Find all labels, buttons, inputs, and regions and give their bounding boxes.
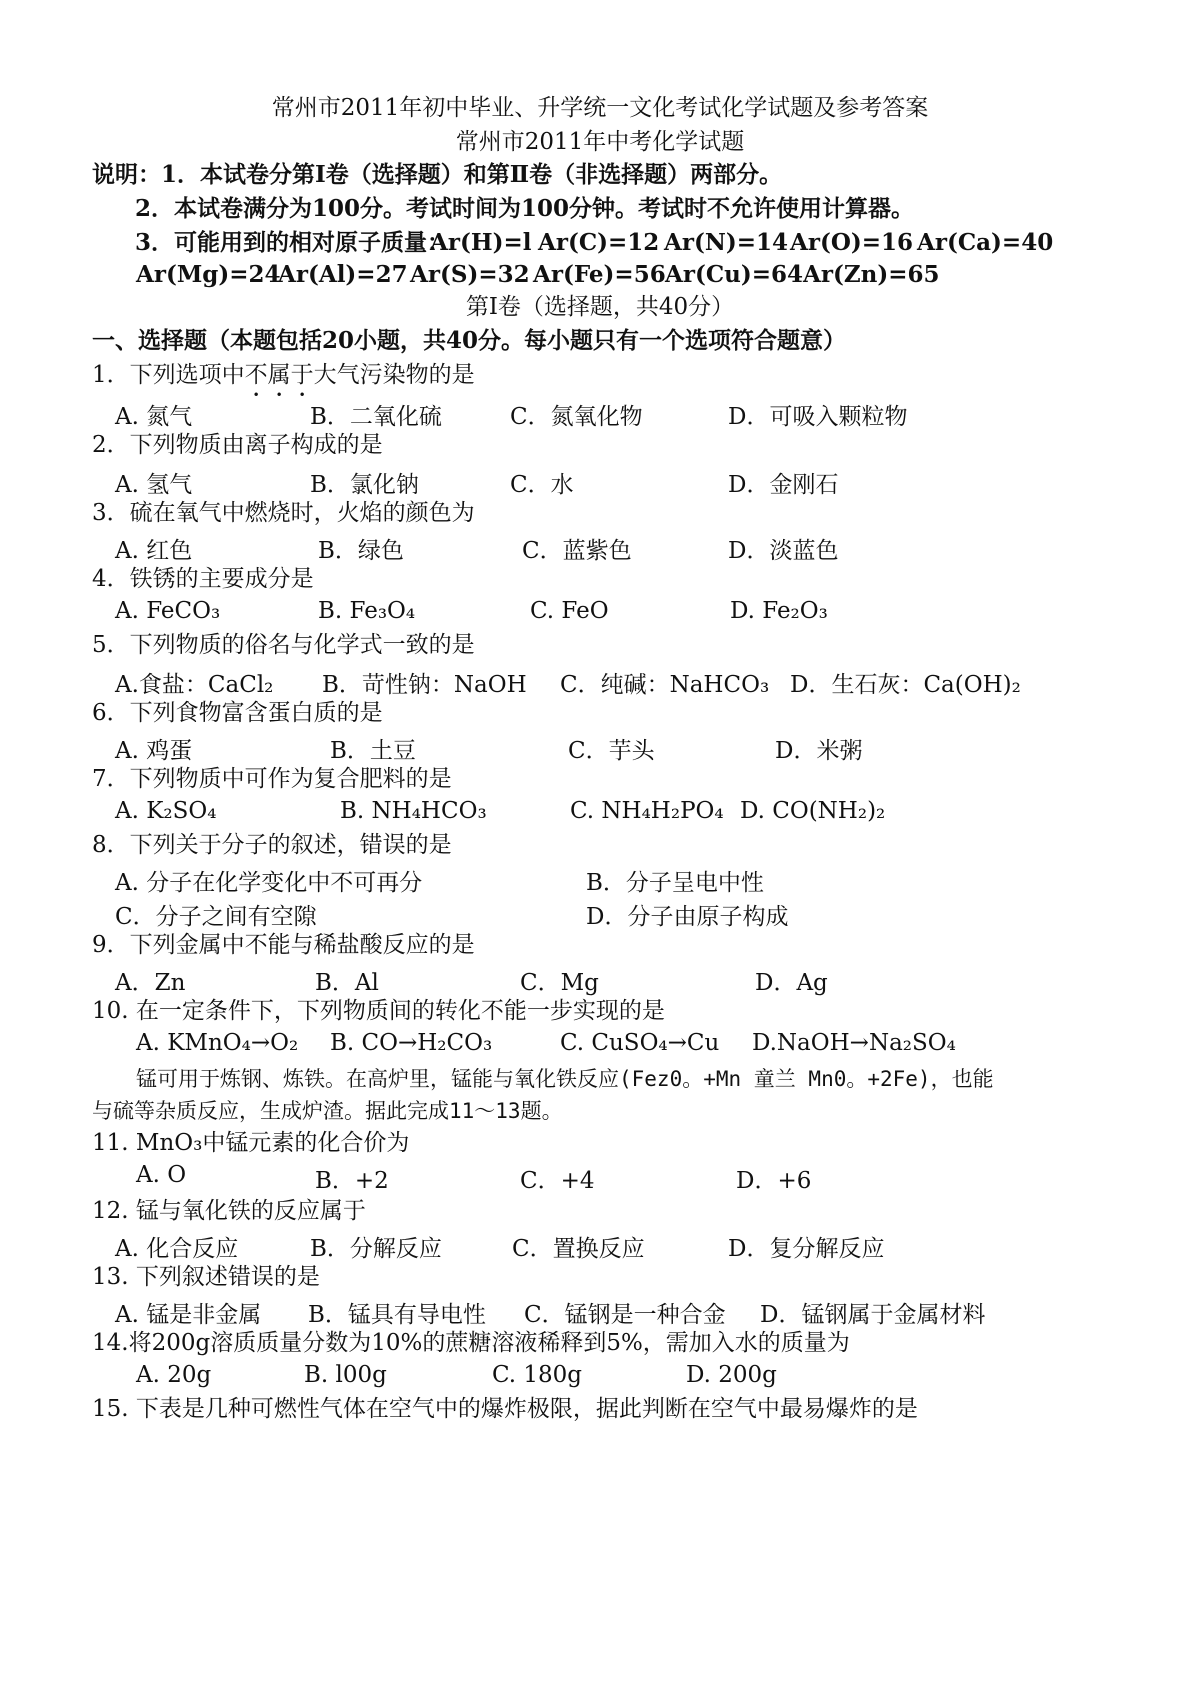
- question-12: 12. 锰与氧化铁的反应属于: [92, 1198, 366, 1224]
- mass-h: Ar(H)=l: [430, 229, 532, 256]
- mass-fe: Ar(Fe)=56: [533, 261, 666, 288]
- mass-zn: Ar(Zn)=65: [803, 261, 940, 288]
- q5-option-d: D．生石灰：Ca(OH)₂: [790, 672, 1021, 698]
- q10-option-d: D.NaOH→Na₂SO₄: [752, 1030, 956, 1056]
- q4-option-a: A. FeCO₃: [115, 598, 221, 624]
- question-10: 10. 在一定条件下，下列物质间的转化不能一步实现的是: [92, 998, 665, 1024]
- q6-option-a: A. 鸡蛋: [115, 738, 193, 764]
- q12-option-a: A. 化合反应: [115, 1236, 239, 1262]
- q7-option-c: C. NH₄H₂PO₄: [570, 798, 724, 824]
- q12-option-d: D．复分解反应: [728, 1236, 885, 1262]
- note-3-prefix: 3．可能用到的相对原子质量：: [135, 229, 451, 256]
- q14-option-a: A. 20g: [136, 1362, 212, 1388]
- question-13: 13. 下列叙述错误的是: [92, 1264, 320, 1290]
- q7-option-d: D. CO(NH₂)₂: [740, 798, 886, 824]
- q4-option-d: D. Fe₂O₃: [730, 598, 828, 624]
- q14-option-c: C. 180g: [492, 1362, 583, 1388]
- q6-option-c: C．芋头: [568, 738, 655, 764]
- q6-option-b: B．土豆: [330, 738, 416, 764]
- mass-ca: Ar(Ca)=40: [917, 229, 1054, 256]
- question-7: 7．下列物质中可作为复合肥料的是: [92, 766, 452, 792]
- q5-option-c: C．纯碱：NaHCO₃: [560, 672, 770, 698]
- question-5: 5．下列物质的俗名与化学式一致的是: [92, 632, 475, 658]
- passage-line-2: 与硫等杂质反应，生成炉渣。据此完成11～13题。: [92, 1099, 563, 1123]
- q14-option-d: D. 200g: [686, 1362, 777, 1388]
- q12-option-c: C．置换反应: [512, 1236, 645, 1262]
- q3-option-d: D．淡蓝色: [728, 538, 839, 564]
- q6-option-d: D．米粥: [775, 738, 863, 764]
- q8-option-b: B．分子呈电中性: [586, 870, 764, 896]
- q8-option-d: D．分子由原子构成: [586, 904, 789, 930]
- q9-option-c: C．Mg: [520, 970, 599, 996]
- q9-option-d: D．Ag: [755, 970, 828, 996]
- q2-option-b: B．氯化钠: [310, 472, 419, 498]
- question-9: 9．下列金属中不能与稀盐酸反应的是: [92, 932, 475, 958]
- q9-option-b: B．Al: [315, 970, 379, 996]
- passage-line-1: 锰可用于炼钢、炼铁。在高炉里，锰能与氧化铁反应(Fez0。+Mn 童兰 Mn0。+2Fe)，也能: [136, 1067, 994, 1091]
- document-subtitle: 常州市2011年中考化学试题: [455, 129, 745, 155]
- q5-option-b: B．苛性钠：NaOH: [322, 672, 527, 698]
- question-15: 15. 下表是几种可燃性气体在空气中的爆炸极限，据此判断在空气中最易爆炸的是: [92, 1396, 918, 1422]
- mass-al: Ar(Al)=27: [278, 261, 408, 288]
- q13-option-b: B．锰具有导电性: [308, 1302, 486, 1328]
- q11-option-c: C．+4: [520, 1168, 595, 1194]
- q8-option-c: C．分子之间有空隙: [115, 904, 317, 930]
- question-3: 3．硫在氧气中燃烧时，火焰的颜色为: [92, 500, 475, 526]
- q1-option-b: B．二氧化硫: [310, 404, 442, 430]
- q8-option-a: A. 分子在化学变化中不可再分: [115, 870, 423, 896]
- part-one-title: 一、选择题（本题包括20小题，共40分。每小题只有一个选项符合题意）: [92, 327, 847, 354]
- note-2: 2．本试卷满分为100分。考试时间为100分钟。考试时不允许使用计算器。: [135, 195, 915, 222]
- q11-option-d: D．+6: [736, 1168, 812, 1194]
- question-1-post: 大气污染物的是: [313, 362, 475, 388]
- question-1-emphasis: 不属于: [244, 362, 314, 388]
- question-14: 14.将200g溶质质量分数为10%的蔗糖溶液稀释到5%，需加入水的质量为: [92, 1330, 850, 1356]
- mass-s: Ar(S)=32: [410, 261, 530, 288]
- q10-option-b: B. CO→H₂CO₃: [330, 1030, 493, 1056]
- q13-option-c: C．锰钢是一种合金: [524, 1302, 726, 1328]
- q1-option-c: C．氮氧化物: [510, 404, 643, 430]
- q3-option-b: B．绿色: [318, 538, 404, 564]
- note-1: 说明：1．本试卷分第Ⅰ卷（选择题）和第Ⅱ卷（非选择题）两部分。: [92, 161, 783, 188]
- q14-option-b: B. l00g: [304, 1362, 387, 1388]
- q1-option-d: D．可吸入颗粒物: [728, 404, 908, 430]
- question-8: 8．下列关于分子的叙述，错误的是: [92, 832, 452, 858]
- q11-option-a: A. O: [136, 1162, 187, 1188]
- section-header: 第Ⅰ卷（选择题，共40分）: [465, 294, 735, 320]
- q2-option-d: D．金刚石: [728, 472, 839, 498]
- q3-option-a: A. 红色: [115, 538, 193, 564]
- q4-option-b: B. Fe₃O₄: [318, 598, 416, 624]
- question-1: [92, 360, 475, 402]
- q10-option-c: C. CuSO₄→Cu: [560, 1030, 720, 1056]
- q10-option-a: A. KMnO₄→O₂: [136, 1030, 299, 1056]
- q5-option-a: A.食盐：CaCl₂: [115, 672, 274, 698]
- question-4: 4．铁锈的主要成分是: [92, 566, 314, 592]
- q1-option-a: A. 氮气: [115, 404, 193, 430]
- q13-option-d: D．锰钢属于金属材料: [760, 1302, 986, 1328]
- q7-option-a: A. K₂SO₄: [115, 798, 217, 824]
- question-6: 6．下列食物富含蛋白质的是: [92, 700, 383, 726]
- mass-c: Ar(C)=12: [538, 229, 660, 256]
- q2-option-a: A. 氢气: [115, 472, 193, 498]
- mass-o: Ar(O)=16: [790, 229, 914, 256]
- mass-n: Ar(N)=14: [664, 229, 789, 256]
- question-1-pre: 1．下列选项中: [92, 362, 245, 388]
- q11-option-b: B．+2: [315, 1168, 389, 1194]
- q4-option-c: C. FeO: [530, 598, 609, 624]
- question-11: 11. MnO₃中锰元素的化合价为: [92, 1130, 410, 1156]
- question-2: 2．下列物质由离子构成的是: [92, 432, 383, 458]
- q3-option-c: C．蓝紫色: [522, 538, 632, 564]
- mass-mg: Ar(Mg)=24: [136, 261, 281, 288]
- mass-cu: Ar(Cu)=64: [665, 261, 804, 288]
- q13-option-a: A. 锰是非金属: [115, 1302, 262, 1328]
- q7-option-b: B. NH₄HCO₃: [340, 798, 487, 824]
- q2-option-c: C．水: [510, 472, 574, 498]
- q12-option-b: B．分解反应: [310, 1236, 442, 1262]
- document-title: 常州市2011年初中毕业、升学统一文化考试化学试题及参考答案: [271, 95, 929, 121]
- q9-option-a: A．Zn: [115, 970, 186, 996]
